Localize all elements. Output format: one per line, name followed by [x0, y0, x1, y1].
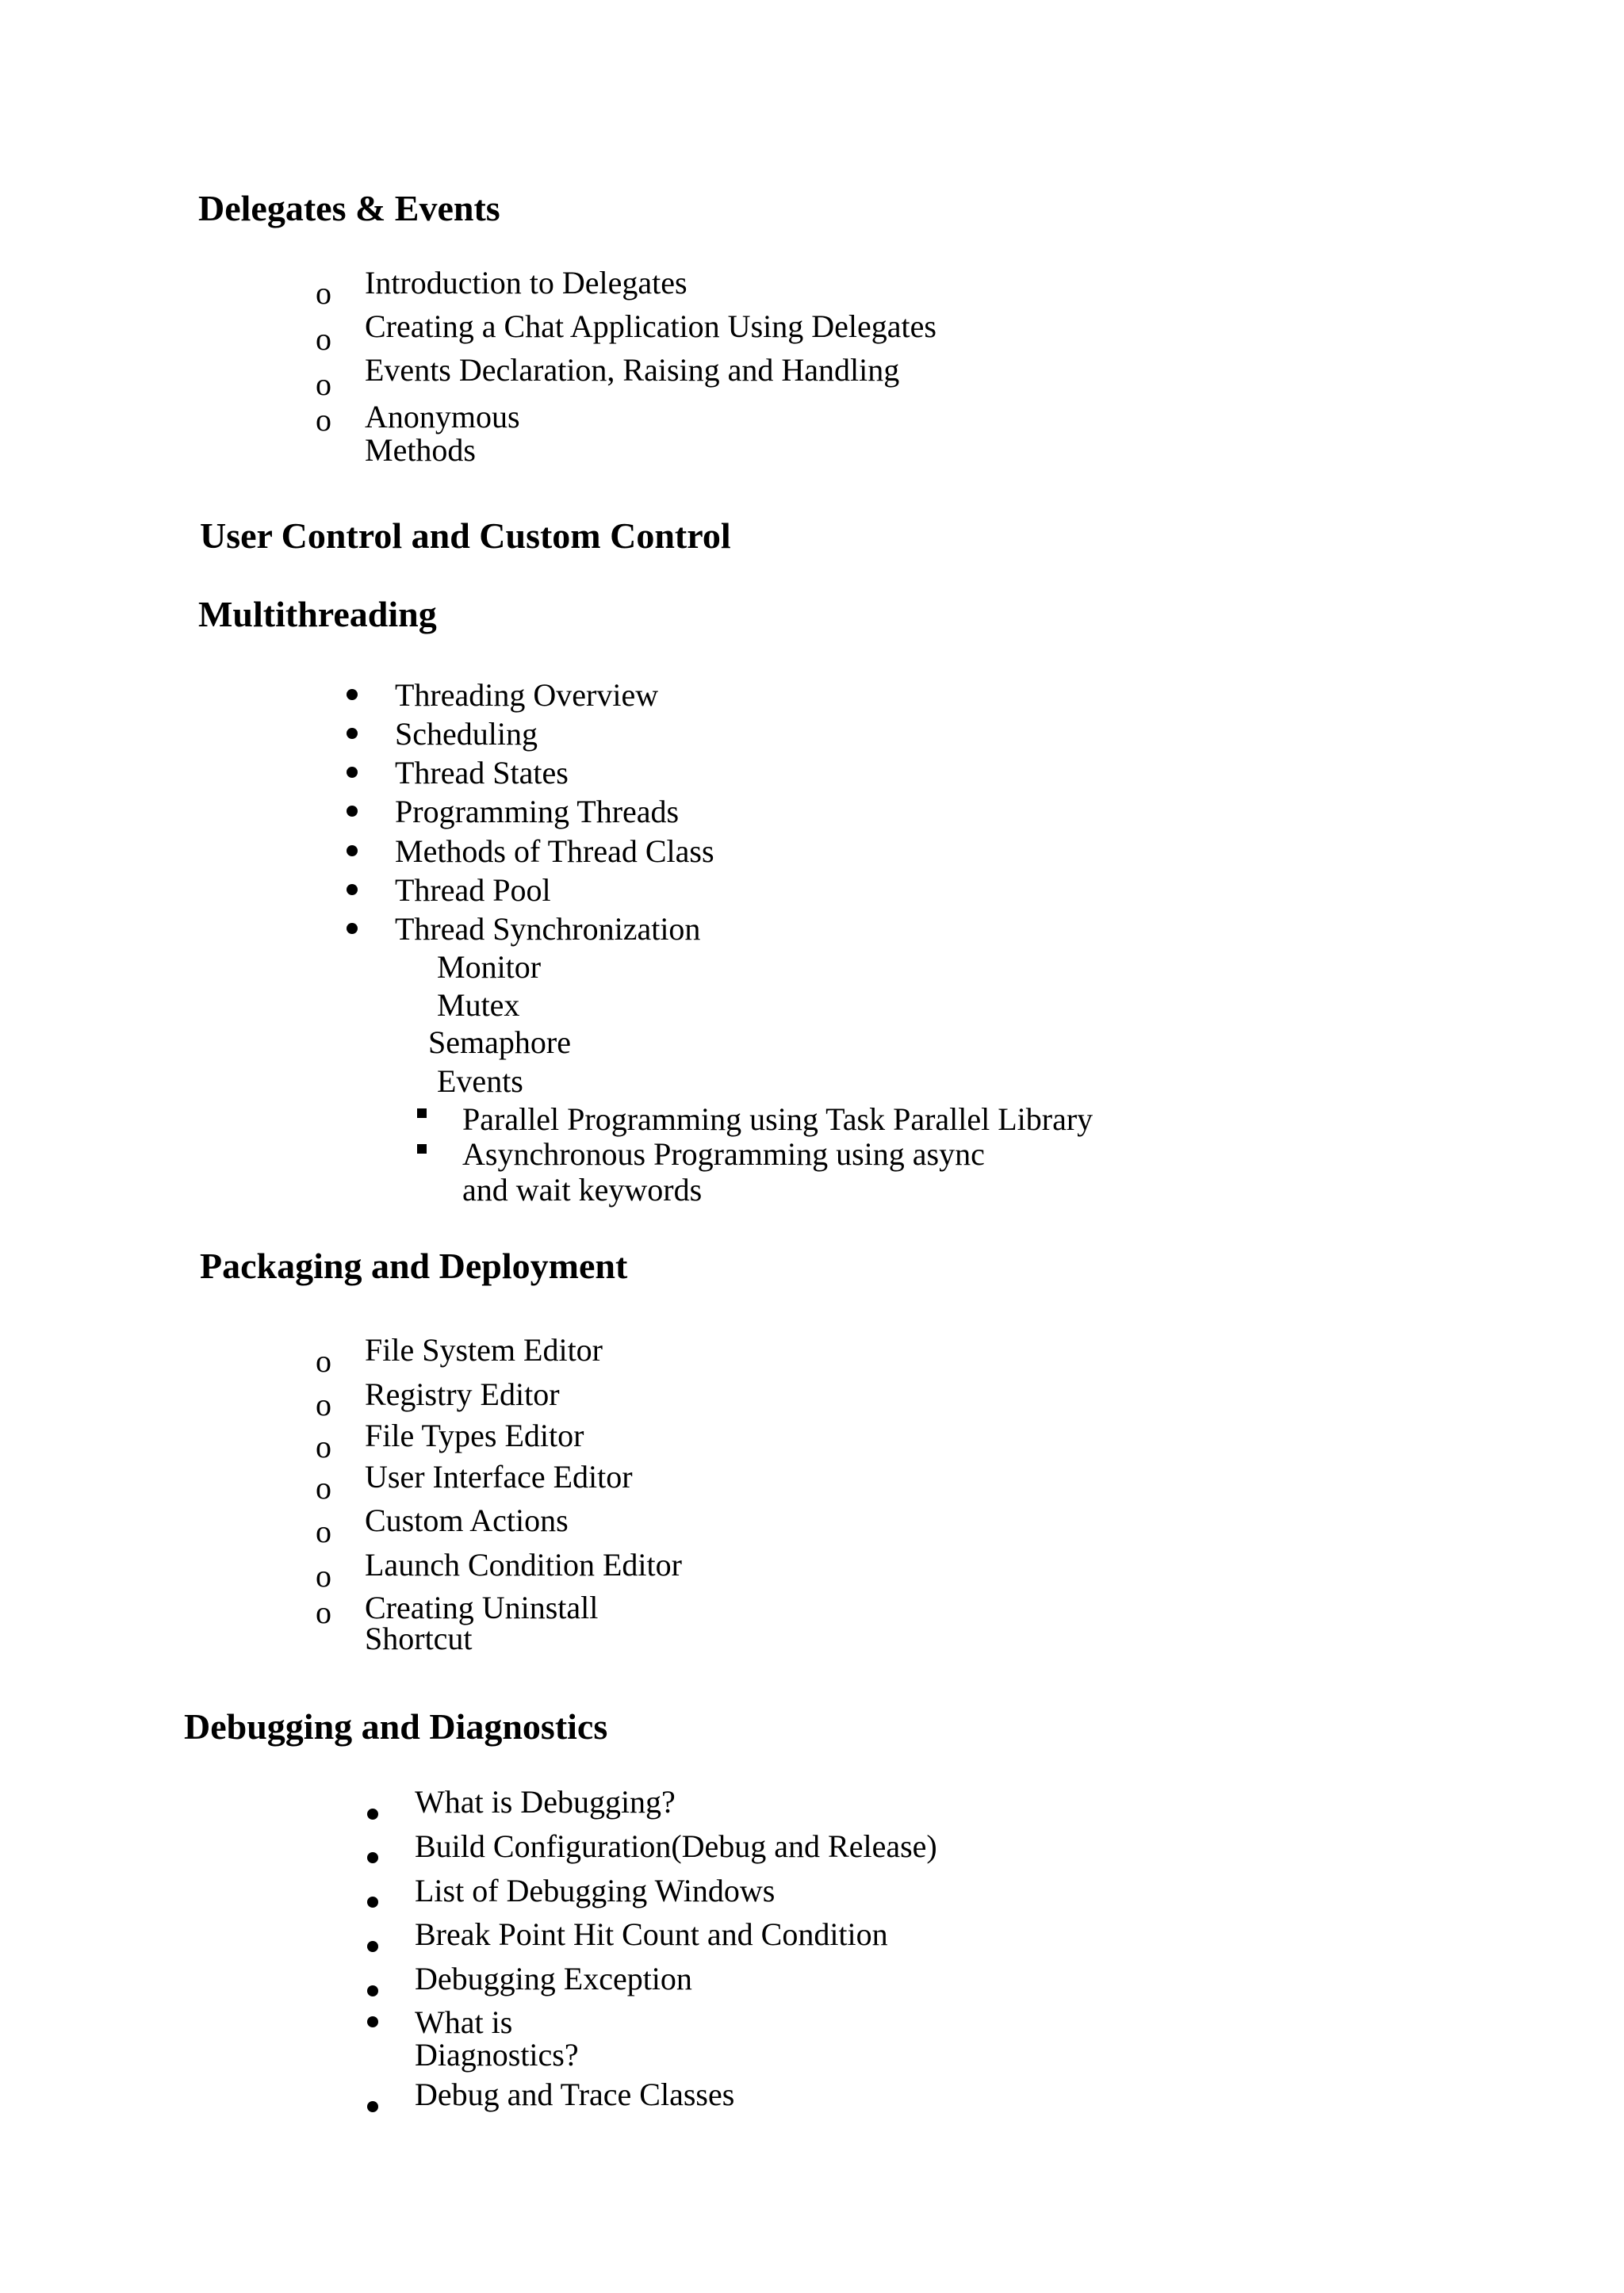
bullet-dot — [347, 689, 358, 700]
open-bullet: o — [316, 1558, 331, 1594]
section-heading-debugging: Debugging and Diagnostics — [184, 1706, 608, 1747]
open-bullet: o — [316, 402, 331, 438]
bullet-dot — [367, 1941, 378, 1952]
open-bullet: o — [316, 321, 331, 357]
section-heading-user-control: User Control and Custom Control — [200, 515, 731, 556]
list-item: Threading Overview — [395, 677, 659, 713]
list-item: Build Configuration(Debug and Release) — [415, 1828, 937, 1864]
list-item: Registry Editor — [365, 1376, 560, 1412]
list-item: File Types Editor — [365, 1418, 584, 1453]
sync-item: Events — [437, 1063, 523, 1099]
bullet-dot — [347, 845, 358, 856]
list-item-continuation: Methods — [365, 432, 476, 468]
list-item: Introduction to Delegates — [365, 265, 688, 301]
open-bullet: o — [316, 1514, 331, 1549]
section-heading-delegates: Delegates & Events — [198, 188, 500, 228]
bullet-dot — [347, 923, 358, 934]
open-bullet: o — [316, 1387, 331, 1422]
list-item: Thread States — [395, 755, 569, 790]
bullet-dot — [367, 1809, 378, 1820]
list-item: Debugging Exception — [415, 1961, 692, 1996]
list-item: Thread Synchronization — [395, 911, 701, 947]
list-item: Launch Condition Editor — [365, 1547, 682, 1583]
sub-list-item: Asynchronous Programming using async — [462, 1136, 985, 1172]
sync-item: Monitor — [437, 949, 542, 985]
square-bullet — [417, 1108, 427, 1118]
list-item: Custom Actions — [365, 1503, 569, 1538]
open-bullet: o — [316, 366, 331, 402]
bullet-dot — [367, 2101, 378, 2112]
list-item: Debug and Trace Classes — [415, 2077, 735, 2112]
open-bullet: o — [316, 275, 331, 311]
list-item-continuation: Shortcut — [365, 1621, 473, 1656]
list-item: What is Debugging? — [415, 1784, 676, 1820]
sync-item: Semaphore — [428, 1024, 571, 1060]
list-item: Creating Uninstall — [365, 1590, 599, 1625]
bullet-dot — [347, 884, 358, 895]
open-bullet: o — [316, 1470, 331, 1506]
list-item: Scheduling — [395, 716, 538, 752]
section-heading-packaging: Packaging and Deployment — [200, 1246, 628, 1286]
bullet-dot — [347, 806, 358, 817]
list-item-continuation: Diagnostics? — [415, 2037, 579, 2073]
list-item: File System Editor — [365, 1332, 603, 1368]
bullet-dot — [347, 728, 358, 739]
list-item: Programming Threads — [395, 794, 680, 829]
bullet-dot — [367, 2016, 378, 2027]
list-item: What is — [415, 2004, 513, 2040]
bullet-dot — [347, 767, 358, 778]
square-bullet — [417, 1144, 427, 1154]
bullet-dot — [367, 1897, 378, 1908]
list-item: User Interface Editor — [365, 1459, 633, 1495]
list-item: Thread Pool — [395, 872, 551, 908]
list-item: Creating a Chat Application Using Delegates — [365, 308, 936, 344]
list-item: Break Point Hit Count and Condition — [415, 1916, 888, 1952]
list-item: Anonymous — [365, 399, 520, 434]
open-bullet: o — [316, 1594, 331, 1630]
sub-list-item: Parallel Programming using Task Parallel Library — [462, 1101, 1094, 1137]
list-item: Events Declaration, Raising and Handling — [365, 352, 900, 388]
list-item: List of Debugging Windows — [415, 1873, 776, 1908]
bullet-dot — [367, 1985, 378, 1996]
bullet-dot — [367, 1852, 378, 1863]
section-heading-multithreading: Multithreading — [198, 594, 437, 634]
open-bullet: o — [316, 1343, 331, 1379]
open-bullet: o — [316, 1429, 331, 1464]
sub-list-item-continuation: and wait keywords — [462, 1172, 703, 1208]
list-item: Methods of Thread Class — [395, 833, 714, 869]
sync-item: Mutex — [437, 987, 520, 1023]
